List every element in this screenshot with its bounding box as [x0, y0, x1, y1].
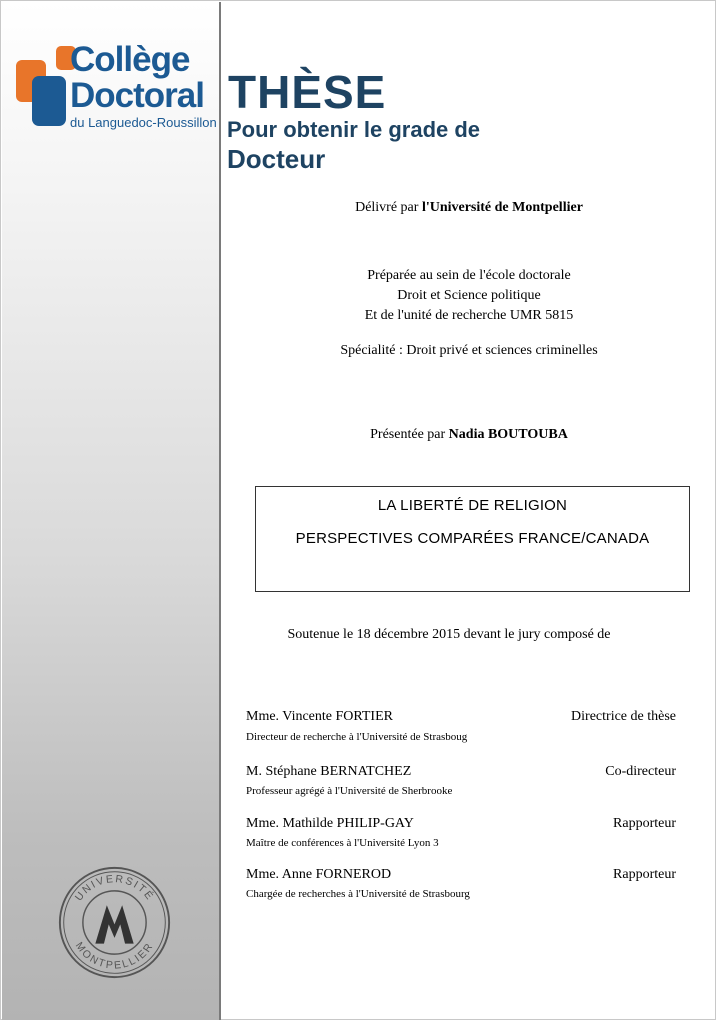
thesis-sub-title: PERSPECTIVES COMPARÉES FRANCE/CANADA [295, 530, 650, 547]
prepared-line-1: Préparée au sein de l'école doctorale [367, 268, 571, 283]
seal-bottom-text: MONTPELLIER [72, 940, 157, 972]
prepared-line-2: Droit et Science politique [397, 288, 541, 303]
logo-line-college: Collège [70, 40, 190, 79]
delivered-by [220, 198, 718, 218]
presented-prefix: Présentée par [370, 427, 449, 442]
thesis-degree: Docteur [227, 144, 326, 174]
logo-line-region: du Languedoc-Roussillon [70, 115, 217, 130]
jury-member-name: Mme. Anne FORNEROD [246, 867, 392, 882]
logo-line-doctoral: Doctoral [70, 76, 204, 115]
jury-member-name: Mme. Vincente FORTIER [246, 709, 393, 724]
defense-statement: Soutenue le 18 décembre 2015 devant le jury composé de [287, 627, 611, 642]
delivered-prefix: Délivré par [355, 200, 422, 215]
jury-member-affiliation: Chargée de recherches à l'Université de Strasbourg [246, 888, 470, 900]
jury-member-affiliation: Maître de conférences à l'Université Lyon 3 [246, 837, 439, 849]
thesis-main-title: LA LIBERTÉ DE RELIGION [377, 497, 568, 514]
thesis-title: THÈSE [228, 66, 387, 118]
college-doctoral-logo [16, 40, 217, 142]
presented-by [220, 425, 718, 445]
delivered-university: l'Université de Montpellier [421, 200, 583, 215]
jury-member-affiliation: Directeur de recherche à l'Université de Strasboug [246, 731, 468, 743]
sidebar-gradient [2, 2, 221, 1020]
jury-member-affiliation: Professeur agrégé à l'Université de Sherbrooke [246, 785, 453, 797]
jury-member-role: Rapporteur [613, 867, 676, 882]
thesis-subtitle: Pour obtenir le grade de [227, 117, 481, 142]
jury-member-role: Co-directeur [605, 764, 676, 779]
speciality: Spécialité : Droit privé et sciences criminelles [340, 343, 598, 358]
jury-member-name: M. Stéphane BERNATCHEZ [246, 764, 412, 779]
author-name: Nadia BOUTOUBA [448, 427, 568, 442]
jury-member-role: Directrice de thèse [571, 709, 676, 724]
jury-member-role: Rapporteur [613, 816, 676, 831]
university-montpellier-seal-icon [57, 865, 172, 980]
thesis-title-box [255, 486, 690, 592]
prepared-line-3: Et de l'unité de recherche UMR 5815 [364, 308, 574, 323]
logo-text [70, 42, 217, 131]
seal-top-text: UNIVERSITÉ [72, 873, 157, 904]
jury-member-name: Mme. Mathilde PHILIP-GAY [246, 816, 414, 831]
